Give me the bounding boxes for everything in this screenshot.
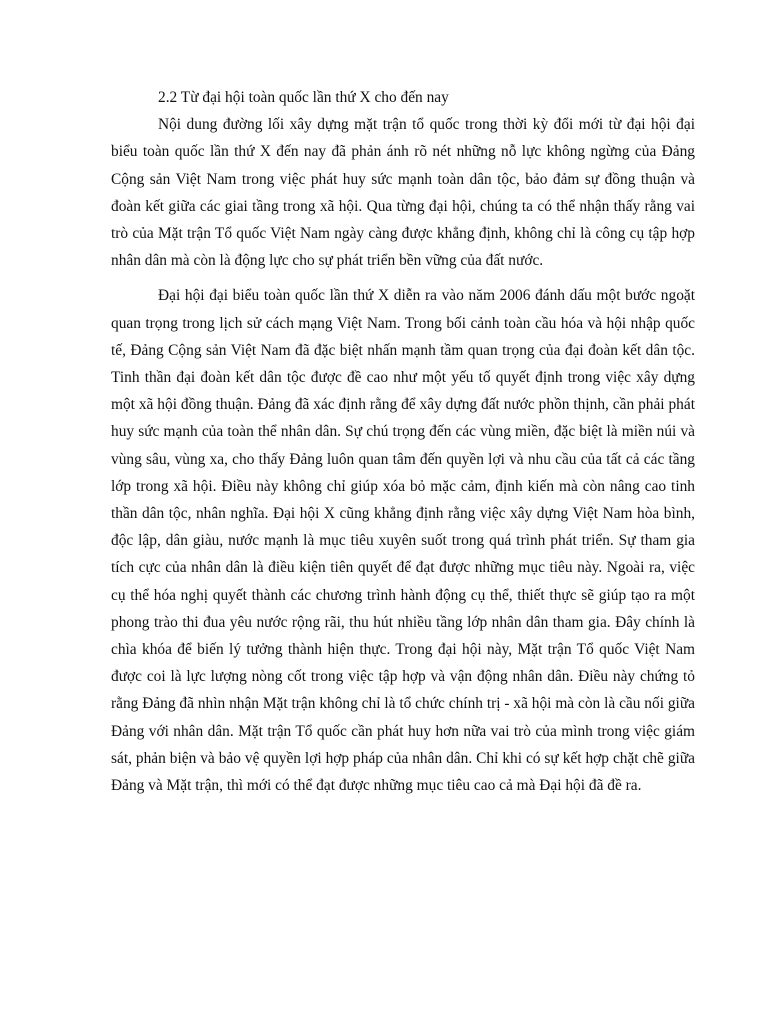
paragraph-intro: Nội dung đường lối xây dựng mặt trận tổ quốc trong thời kỳ đổi mới từ đại hội đại biểu toàn quốc lần thứ X đến nay đã phản ánh rõ nét những nỗ lực không ngừng của Đảng Cộng sản Việt Nam trong việc phát huy sức mạnh toàn dân tộc, bảo đảm sự đồng thuận và đoàn kết giữa các giai tầng trong xã hội. Qua từng đại hội, chúng ta có thể nhận thấy rằng vai trò của Mặt trận Tổ quốc Việt Nam ngày càng được khẳng định, không chỉ là công cụ tập hợp nhân dân mà còn là động lực cho sự phát triển bền vững của đất nước. bbox=[111, 116, 695, 270]
paragraph-congress-x: Đại hội đại biểu toàn quốc lần thứ X diễn ra vào năm 2006 đánh dấu một bước ngoặt quan trọng trong lịch sử cách mạng Việt Nam. Trong bối cảnh toàn cầu hóa và hội nhập quốc tế, Đảng Cộng sản Việt Nam đã đặc biệt nhấn mạnh tầm quan trọng của đại đoàn kết dân tộc. Tinh thần đại đoàn kết dân tộc được đề cao như một yếu tố quyết định trong việc xây dựng một xã hội đồng thuận. Đảng đã xác định rằng để xây dựng đất nước phồn thịnh, cần phải phát huy sức mạnh của toàn thể nhân dân. Sự chú trọng đến các vùng miền, đặc biệt là miền núi và vùng sâu, vùng xa, cho thấy Đảng luôn quan tâm đến quyền lợi và nhu cầu của tất cả các tầng lớp trong xã hội. Điều này không chỉ giúp xóa bỏ mặc cảm, định kiến mà còn nâng cao tinh thần dân tộc, nhân nghĩa. Đại hội X cũng khẳng định rằng việc xây dựng Việt Nam hòa bình, độc lập, dân giàu, nước mạnh là mục tiêu xuyên suốt trong quá trình phát triển. Sự tham gia tích cực của nhân dân là điều kiện tiên quyết để đạt được những mục tiêu này. Ngoài ra, việc cụ thể hóa nghị quyết thành các chương trình hành động cụ thể, thiết thực sẽ giúp tạo ra một phong trào thi đua yêu nước rộng rãi, thu hút nhiều tầng lớp nhân dân tham gia. Đây chính là chìa khóa để biến lý tưởng thành hiện thực. Trong đại hội này, Mặt trận Tổ quốc Việt Nam được coi là lực lượng nòng cốt trong việc tập hợp và vận động nhân dân. Điều này chứng tỏ rằng Đảng đã nhìn nhận Mặt trận không chỉ là tổ chức chính trị - xã hội mà còn là cầu nối giữa Đảng với nhân dân. Mặt trận Tổ quốc cần phát huy hơn nữa vai trò của mình trong việc giám sát, phản biện và bảo vệ quyền lợi hợp pháp của nhân dân. Chỉ khi có sự kết hợp chặt chẽ giữa Đảng và Mặt trận, thì mới có thể đạt được những mục tiêu cao cả mà Đại hội đã đề ra. bbox=[111, 287, 695, 795]
document-page bbox=[111, 84, 695, 799]
section-heading: 2.2 Từ đại hội toàn quốc lần thứ X cho đến nay bbox=[158, 89, 449, 106]
